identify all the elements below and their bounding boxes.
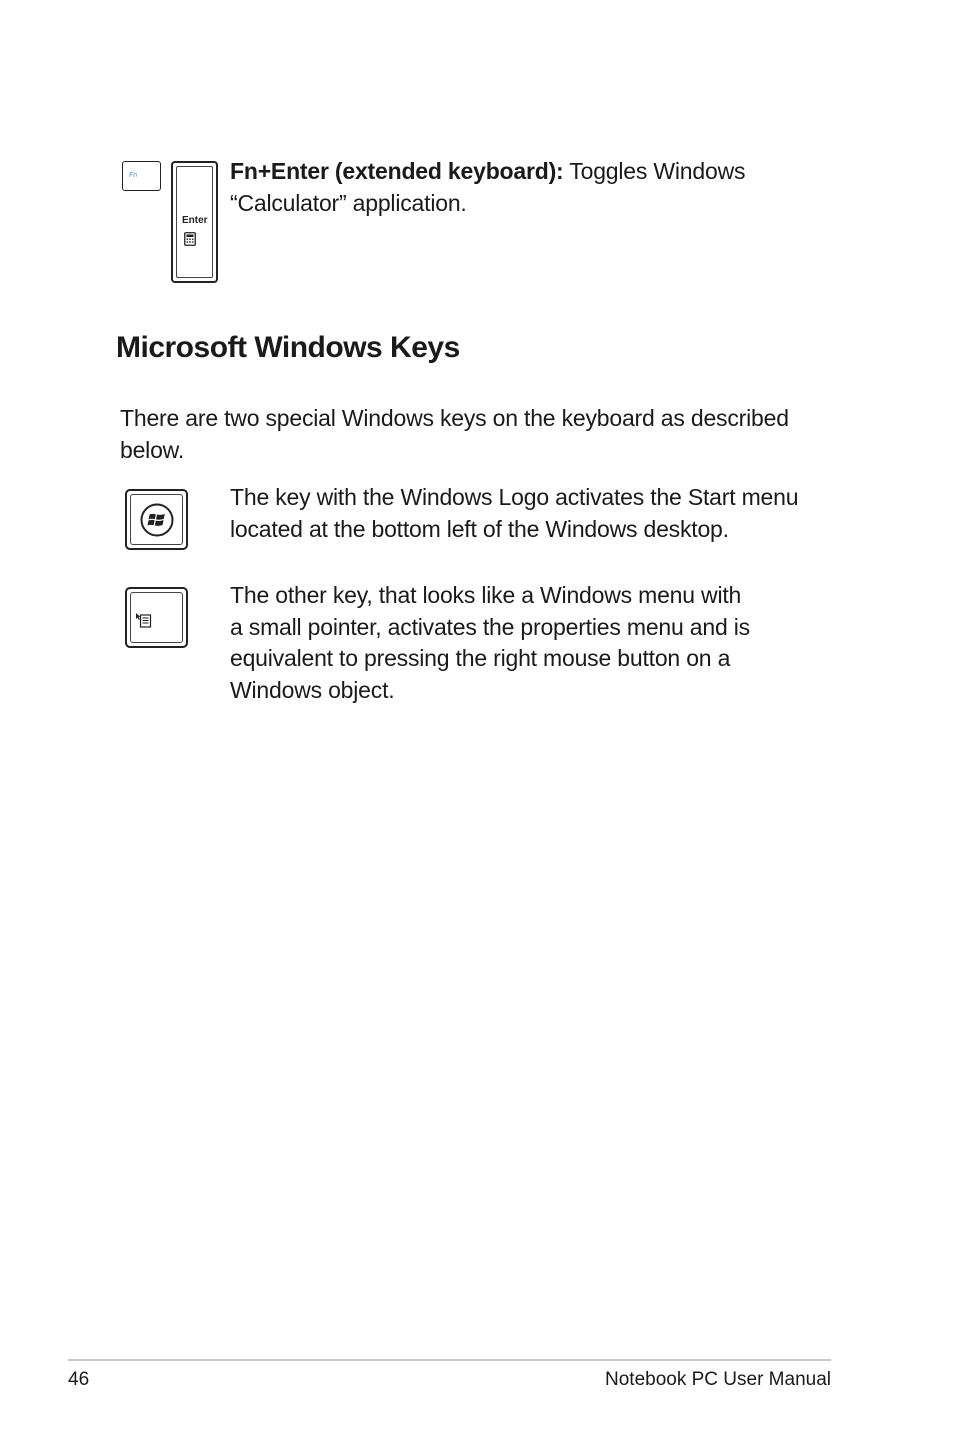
fn-enter-description <box>230 156 830 219</box>
menu-key-line-3: equivalent to pressing the right mouse button on a <box>230 645 731 671</box>
menu-key-description <box>230 580 850 706</box>
menu-key-face <box>130 592 183 643</box>
fn-key-label: Fn <box>129 172 138 179</box>
enter-key <box>171 161 218 283</box>
menu-key <box>125 587 188 648</box>
section-heading: Microsoft Windows Keys <box>116 331 460 364</box>
windows-key-description <box>230 482 850 545</box>
page-number: 46 <box>68 1369 90 1390</box>
windows-logo-icon <box>140 503 174 537</box>
fn-enter-text-1: Toggles Windows <box>563 158 746 184</box>
windows-key-line-1: The key with the Windows Logo activates the Start menu <box>230 484 799 510</box>
fn-key <box>122 161 161 191</box>
fn-enter-line-1 <box>230 156 830 188</box>
windows-key-line-2: located at the bottom left of the Windows desktop. <box>230 515 729 542</box>
intro-line-2: below. <box>120 436 185 463</box>
intro-paragraph <box>120 403 840 466</box>
manual-title: Notebook PC User Manual <box>605 1369 831 1390</box>
menu-key-line-4: Windows object. <box>230 676 395 703</box>
intro-line-1: There are two special Windows keys on the keyboard as described <box>120 405 789 431</box>
menu-key-line-2: a small pointer, activates the properties menu and is <box>230 613 750 640</box>
context-menu-icon <box>135 612 153 628</box>
menu-key-line-1: The other key, that looks like a Windows menu with <box>230 582 742 608</box>
fn-enter-term: Fn+Enter (extended keyboard): <box>230 158 564 184</box>
fn-enter-text-2: “Calculator” application. <box>230 189 467 216</box>
enter-key-face <box>176 166 213 278</box>
calculator-icon <box>184 232 196 246</box>
windows-key-face <box>130 494 183 545</box>
footer-rule <box>68 1359 831 1361</box>
windows-key <box>125 489 188 550</box>
enter-key-label: Enter <box>182 215 208 226</box>
